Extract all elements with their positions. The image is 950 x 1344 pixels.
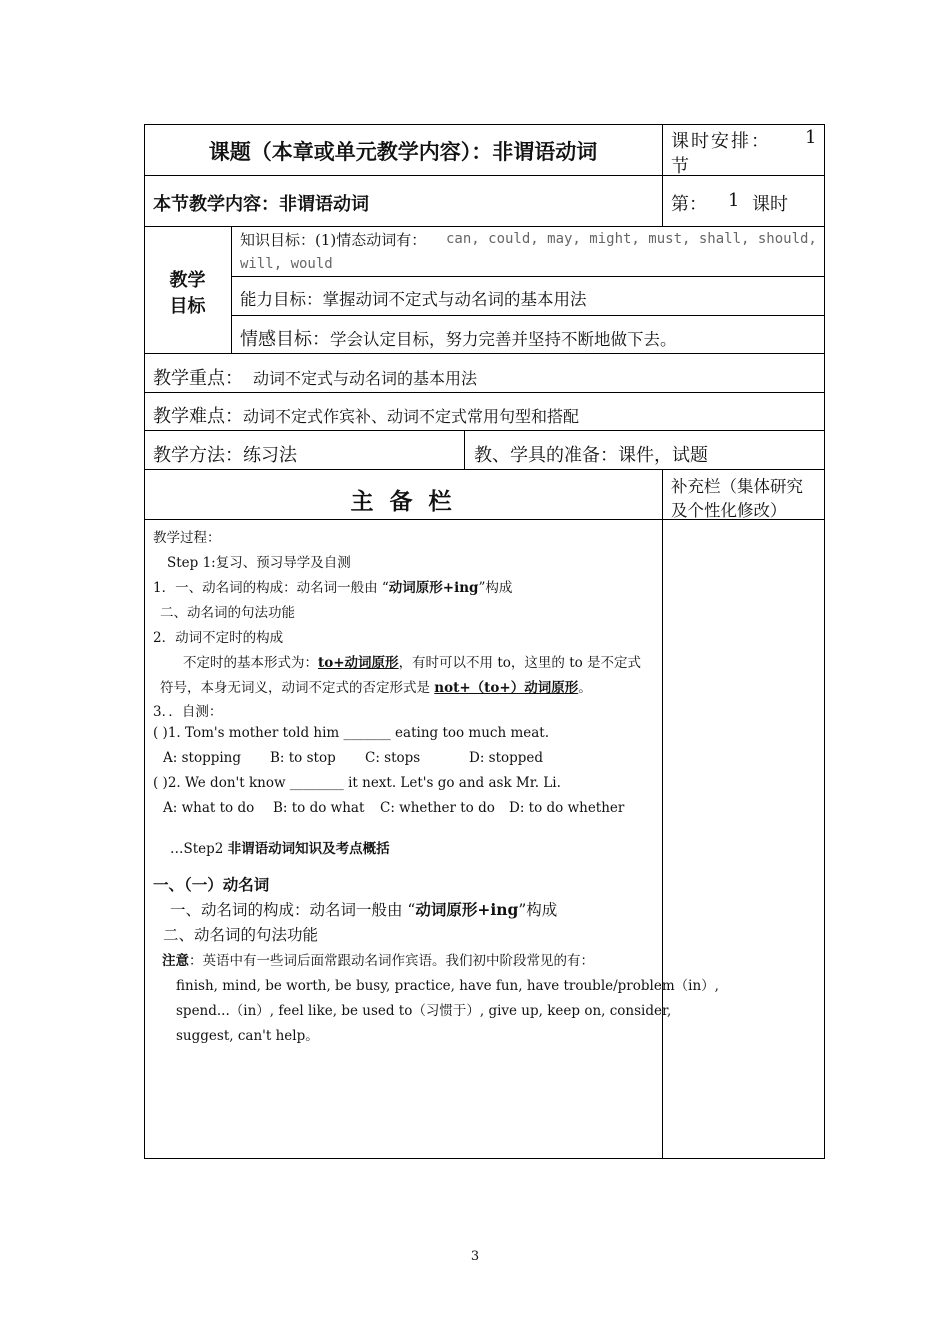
question-2-option-b: B: to do what	[273, 800, 365, 816]
note-line-2: finish, mind, be worth, be busy, practice, have fun, have trouble/problem（in）,	[176, 978, 719, 994]
objectives-label: 目标	[169, 296, 206, 317]
table-divider	[464, 430, 465, 470]
teaching-tools: 教、学具的准备：课件，试题	[474, 445, 708, 466]
table-divider	[662, 469, 663, 1159]
question-1: ( )1. Tom's mother told him _______ eating too much meat.	[153, 725, 550, 741]
self-test-heading: 3．．自测：	[153, 704, 223, 720]
schedule-number: 1	[805, 127, 817, 148]
question-2-option-a: A: what to do	[163, 800, 255, 816]
period-number: 1	[728, 190, 740, 211]
gerund-syntax: 二、动名词的句法功能	[160, 605, 295, 621]
table-rule	[144, 430, 825, 431]
question-1-option-a: A: stopping	[163, 750, 242, 766]
knowledge-objective-label: 知识目标：(1)情态动词有：	[240, 231, 427, 249]
page-number: 3	[470, 1249, 480, 1264]
table-rule	[144, 226, 825, 227]
question-2-option-c: C: whether to do	[380, 800, 495, 816]
schedule-label: 课时安排：	[671, 131, 771, 152]
table-rule	[231, 276, 825, 277]
table-border-bottom	[144, 1158, 825, 1159]
objectives-label: 教学	[169, 270, 206, 291]
table-rule	[231, 315, 825, 316]
question-1-option-c: C: stops	[365, 750, 421, 766]
table-divider	[231, 226, 232, 354]
question-1-option-b: B: to stop	[270, 750, 336, 766]
note-line-4: suggest, can't help。	[176, 1028, 319, 1044]
teaching-method: 教学方法：练习法	[153, 445, 297, 466]
course-title: 课题（本章或单元教学内容）：非谓语动词	[208, 140, 598, 164]
step1-heading: Step 1:复习、预习导学及自测	[167, 555, 351, 571]
question-1-option-d: D: stopped	[469, 750, 544, 766]
step2-heading: …Step2 非谓语动词知识及考点概括	[170, 841, 390, 857]
table-rule	[144, 175, 825, 176]
infinitive-basic-form: 不定时的基本形式为：to+动词原形，有时可以不用 to，这里的 to 是不定式	[183, 655, 642, 671]
question-2-option-d: D: to do whether	[509, 800, 625, 816]
section-content-label: 本节教学内容：非谓语动词	[153, 194, 369, 215]
emotion-objective: 情感目标：学会认定目标，努力完善并坚持不断地做下去。	[240, 329, 677, 350]
section-gerund-formation: 一、动名词的构成：动名词一般由 “动词原形+ing”构成	[170, 900, 558, 919]
table-rule	[144, 469, 825, 470]
process-title: 教学过程：	[153, 530, 221, 546]
knowledge-objective-modals: can, could, may, might, must, shall, should,	[446, 231, 817, 247]
table-border-top	[144, 124, 825, 125]
question-2: ( )2. We don't know ________ it next. Let's go and ask Mr. Li.	[153, 775, 561, 791]
infinitive-negative-form: 符号，本身无词义，动词不定式的否定形式是 not+（to+）动词原形。	[160, 680, 592, 696]
section-gerund-heading: 一、（一）动名词	[153, 875, 270, 894]
main-column-title: 主 备 栏	[350, 489, 456, 515]
note-line-3: spend...（in）, feel like, be used to（习惯于）, give up, keep on, consider,	[176, 1003, 672, 1019]
key-point: 教学重点： 动词不定式与动名词的基本用法	[153, 368, 478, 389]
period-suffix: 课时	[752, 194, 788, 215]
note-line-1: 注意：英语中有一些词后面常跟动名词作宾语。我们初中阶段常见的有：	[162, 953, 594, 969]
section-gerund-syntax: 二、动名词的句法功能	[163, 926, 319, 944]
gerund-formation: 1．一、动名词的构成：动名词一般由 “动词原形+ing”构成	[153, 580, 513, 596]
table-rule	[144, 353, 825, 354]
infinitive-formation-heading: 2．动词不定时的构成	[153, 630, 284, 646]
table-rule	[144, 392, 825, 393]
supplement-column-title: 及个性化修改）	[671, 501, 787, 520]
table-divider	[662, 124, 663, 227]
table-border-right	[824, 124, 825, 1159]
ability-objective: 能力目标：掌握动词不定式与动名词的基本用法	[240, 290, 587, 309]
supplement-column-title: 补充栏（集体研究	[671, 477, 803, 496]
schedule-unit: 节	[671, 156, 689, 177]
period-prefix: 第：	[671, 194, 707, 215]
difficulty: 教学难点：动词不定式作宾补、动词不定式常用句型和搭配	[153, 406, 580, 427]
knowledge-objective-modals: will, would	[240, 256, 333, 272]
